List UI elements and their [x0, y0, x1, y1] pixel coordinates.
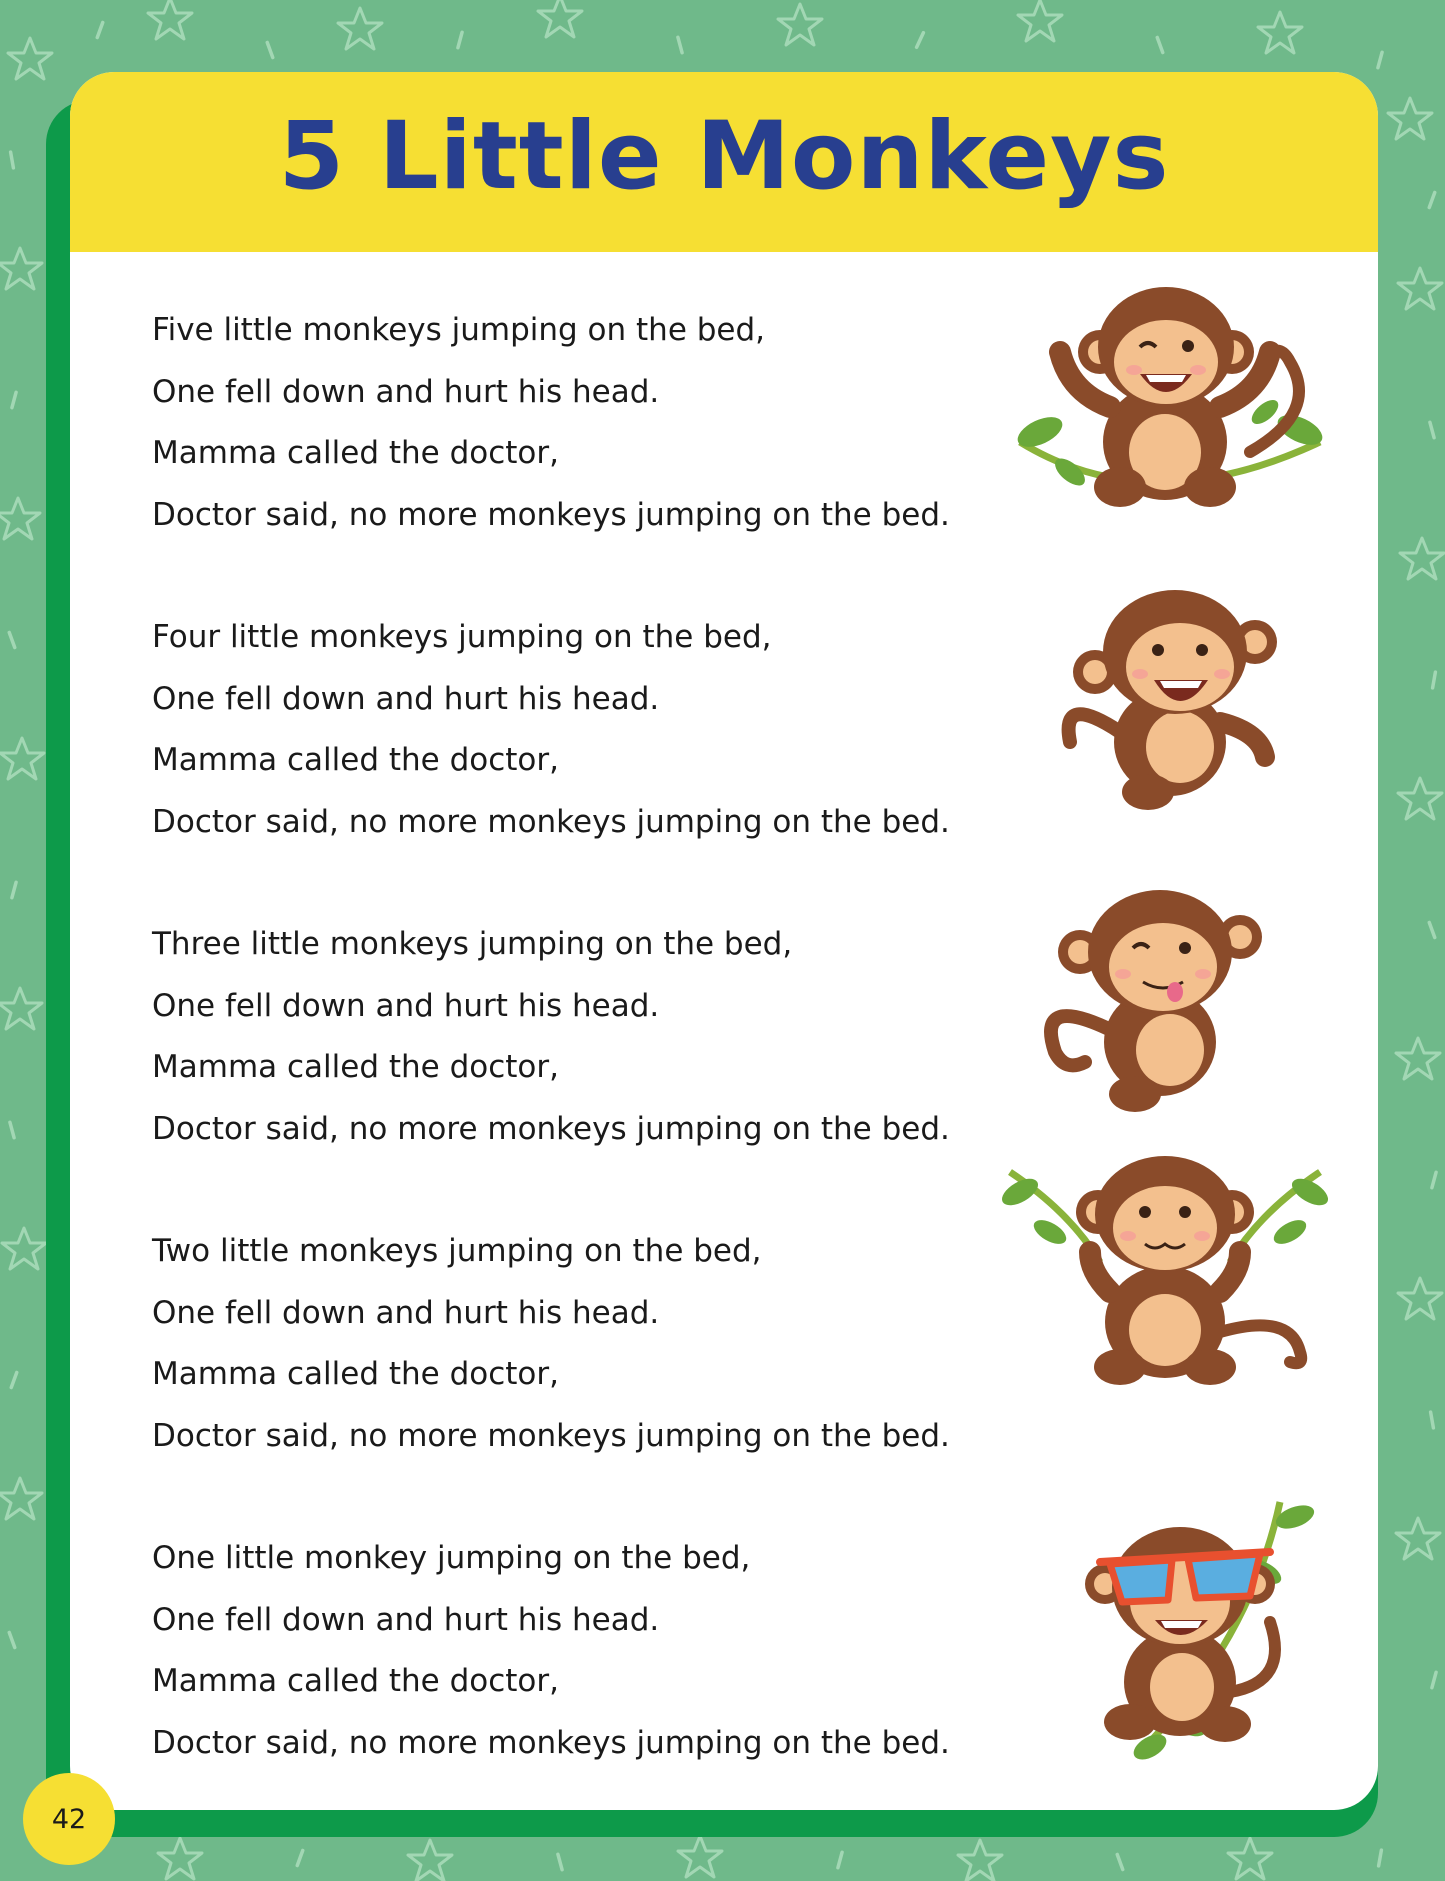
lyric-line: Mamma called the doctor,	[152, 1356, 559, 1392]
lyric-line: One fell down and hurt his head.	[152, 373, 660, 410]
verse-3	[152, 914, 1052, 1160]
page-title: 5 Little Monkeys	[278, 102, 1170, 211]
lyric-line: Doctor said, no more monkeys jumping on the bed.	[152, 496, 950, 533]
lyric-line: Five little monkeys jumping on the bed,	[152, 312, 766, 348]
lyric-line: One fell down and hurt his head.	[152, 987, 660, 1024]
lyric-line: Four little monkeys jumping on the bed,	[152, 619, 772, 655]
song-card	[70, 72, 1378, 1810]
lyric-line: Doctor said, no more monkeys jumping on the bed.	[152, 1110, 950, 1147]
monkey-swinging-vines-icon	[990, 1152, 1340, 1392]
lyric-line: Doctor said, no more monkeys jumping on the bed.	[152, 1417, 950, 1454]
monkey-sunglasses-icon	[1060, 1492, 1340, 1772]
lyric-line: Mamma called the doctor,	[152, 1049, 559, 1085]
lyric-line: Doctor said, no more monkeys jumping on the bed.	[152, 1724, 950, 1761]
monkey-winking-icon	[1015, 882, 1315, 1122]
lyric-line: Doctor said, no more monkeys jumping on the bed.	[152, 803, 950, 840]
page-number-badge: 42	[23, 1773, 115, 1865]
lyric-line: One little monkey jumping on the bed,	[152, 1540, 751, 1576]
lyric-line: Mamma called the doctor,	[152, 435, 559, 471]
lyric-line: Mamma called the doctor,	[152, 742, 559, 778]
verse-4	[152, 1221, 1052, 1467]
title-banner	[70, 72, 1378, 252]
monkey-on-vine-icon	[1000, 282, 1340, 522]
lyric-line: Two little monkeys jumping on the bed,	[152, 1233, 762, 1269]
lyric-line: One fell down and hurt his head.	[152, 1294, 660, 1331]
verse-1	[152, 300, 1052, 546]
monkey-laughing-icon	[1030, 582, 1330, 822]
lyric-line: Three little monkeys jumping on the bed,	[152, 926, 793, 962]
lyric-line: One fell down and hurt his head.	[152, 1601, 660, 1638]
lyric-line: Mamma called the doctor,	[152, 1663, 559, 1699]
lyric-line: One fell down and hurt his head.	[152, 680, 660, 717]
verse-5	[152, 1528, 1052, 1774]
verse-2	[152, 607, 1052, 853]
